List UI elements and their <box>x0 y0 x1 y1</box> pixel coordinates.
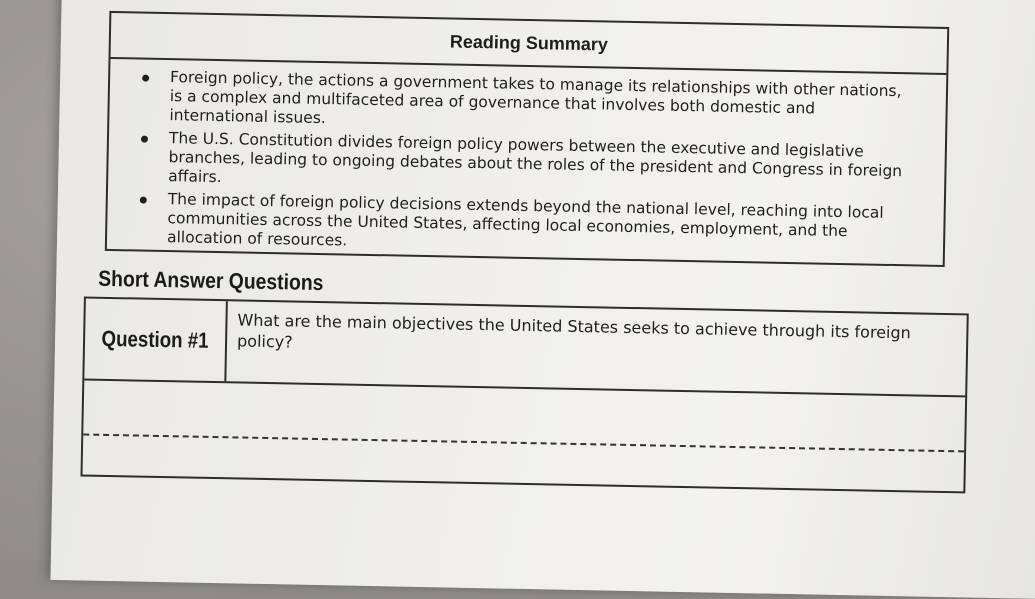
short-answer-heading: Short Answer Questions <box>98 265 324 296</box>
summary-bullet: Foreign policy, the actions a government takes to manage its relationships with other nations, is a complex and multifaceted area of governance that involves both domestic and international issues. <box>169 68 916 139</box>
reading-summary-title: Reading Summary <box>110 13 947 75</box>
summary-bullet: The U.S. Constitution divides foreign policy powers between the executive and legislative branches, leading to ongoing debates about the roles of the president and Congress in foreign affairs. <box>168 129 915 200</box>
question-row <box>84 299 966 398</box>
summary-bullet: The impact of foreign policy decisions extends beyond the national level, reaching into local communities across the United States, affecting local economies, employment, and the allocation of resources. <box>167 190 914 261</box>
worksheet-page <box>50 0 1035 599</box>
summary-bullet-list <box>107 59 946 262</box>
answer-line[interactable] <box>83 433 964 452</box>
question-box <box>80 296 968 493</box>
question-label: Question #1 <box>101 325 209 353</box>
question-text: What are the main objectives the United States seeks to achieve through its foreign policy? <box>236 310 911 352</box>
question-label-cell <box>84 299 228 382</box>
reading-summary-box <box>105 11 949 267</box>
